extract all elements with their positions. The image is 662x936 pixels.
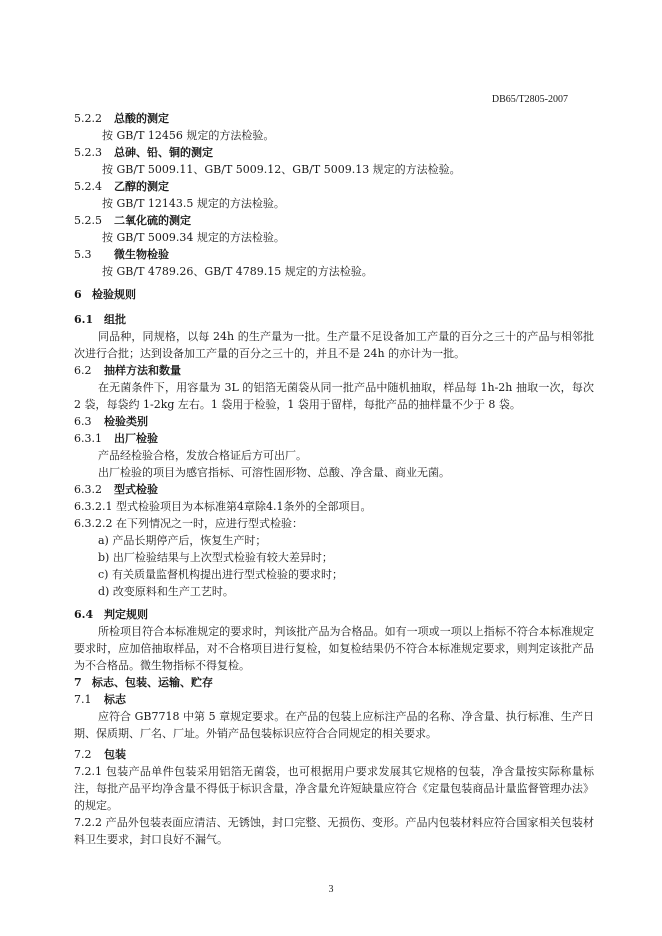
list-item: d) 改变原料和生产工艺时。 <box>98 585 234 598</box>
section-paragraph: 7.2.2 产品外包装表面应清洁、无锈蚀，封口完整、无损伤、变形。产品内包装材料应符合国家相关包装材料卫生要求，封口良好不漏气。 <box>74 816 594 846</box>
section-text: 按 GB/T 5009.11、GB/T 5009.12、GB/T 5009.13 规定的方法检验。 <box>102 163 461 176</box>
list-item: b) 出厂检验结果与上次型式检验有较大差异时； <box>98 551 333 564</box>
section-heading: 5.2.5 二氧化硫的测定 <box>74 214 191 227</box>
document-body <box>74 110 594 848</box>
section-text: 按 GB/T 12143.5 规定的方法检验。 <box>102 197 285 210</box>
section-heading: 5.2.2 总酸的测定 <box>74 112 169 125</box>
list-item: a) 产品长期停产后，恢复生产时； <box>98 534 267 547</box>
section-text: 产品经检验合格，发放合格证后方可出厂。 <box>98 449 307 462</box>
section-heading: 5.2.3 总砷、铅、铜的测定 <box>74 146 213 159</box>
section-text: 按 GB/T 5009.34 规定的方法检验。 <box>102 231 285 244</box>
document-number: DB65/T2805-2007 <box>491 94 568 105</box>
section-paragraph: 所检项目符合本标准规定的要求时，判该批产品为合格品。如有一项或一项以上指标不符合本标准规定要求时，应加倍抽取样品，对不合格项目进行复检，如复检结果仍不符合本标准规定要求，则判定该批产品为不合格品。微生物指标不得复检。 <box>74 625 594 672</box>
section-heading: 6.2 抽样方法和数量 <box>74 364 181 377</box>
section-paragraph: 同品种，同规格，以每 24h 的生产量为一批。生产量不足设备加工产量的百分之三十的产品与相邻批次进行合批；达到设备加工产量的百分之三十的，并且不是 24h 的亦计为一批。 <box>74 330 594 360</box>
section-heading: 6.4 判定规则 <box>74 608 148 621</box>
section-heading: 6.3.2 型式检验 <box>74 483 158 496</box>
section-heading: 5.3 微生物检验 <box>74 248 169 261</box>
section-paragraph: 应符合 GB7718 中第 5 章规定要求。在产品的包装上应标注产品的名称、净含量、执行标准、生产日期、保质期、厂名、厂址。外销产品包装标识应符合合同规定的相关要求。 <box>74 710 594 740</box>
section-text: 按 GB/T 4789.26、GB/T 4789.15 规定的方法检验。 <box>102 265 373 278</box>
chapter-heading: 6 检验规则 <box>74 288 136 301</box>
section-paragraph: 在无菌条件下，用容量为 3L 的铝箔无菌袋从同一批产品中随机抽取，样品每 1h-2h 抽取一次，每次 2 袋，每袋约 1-2kg 左右。1 袋用于检验，1 袋用于留样，每批产品的抽样量不少于 8 袋。 <box>74 381 594 411</box>
list-item: c) 有关质量监督机构提出进行型式检验的要求时； <box>98 568 343 581</box>
section-heading: 5.2.4 乙醇的测定 <box>74 180 169 193</box>
section-paragraph: 7.2.1 包装产品单件包装采用铝箔无菌袋，也可根据用户要求发展其它规格的包装，净含量按实际称量标注，每批产品平均净含量不得低于标识含量，净含量允许短缺量应符合《定量包装商品计量监督管理办法》的规定。 <box>74 765 594 812</box>
section-heading: 6.3.1 出厂检验 <box>74 432 158 445</box>
section-heading: 6.1 组批 <box>74 313 126 326</box>
page-number: 3 <box>328 884 334 895</box>
section-text: 6.3.2.1 型式检验项目为本标准第4章除4.1条外的全部项目。 <box>74 500 372 513</box>
section-text: 按 GB/T 12456 规定的方法检验。 <box>102 129 275 142</box>
chapter-heading: 7 标志、包装、运输、贮存 <box>74 676 213 689</box>
section-heading: 7.2 包装 <box>74 748 126 761</box>
section-text: 6.3.2.2 在下列情况之一时，应进行型式检验： <box>74 517 303 530</box>
section-text: 出厂检验的项目为感官指标、可溶性固形物、总酸、净含量、商业无菌。 <box>98 466 450 479</box>
section-heading: 6.3 检验类别 <box>74 415 148 428</box>
section-heading: 7.1 标志 <box>74 693 126 706</box>
